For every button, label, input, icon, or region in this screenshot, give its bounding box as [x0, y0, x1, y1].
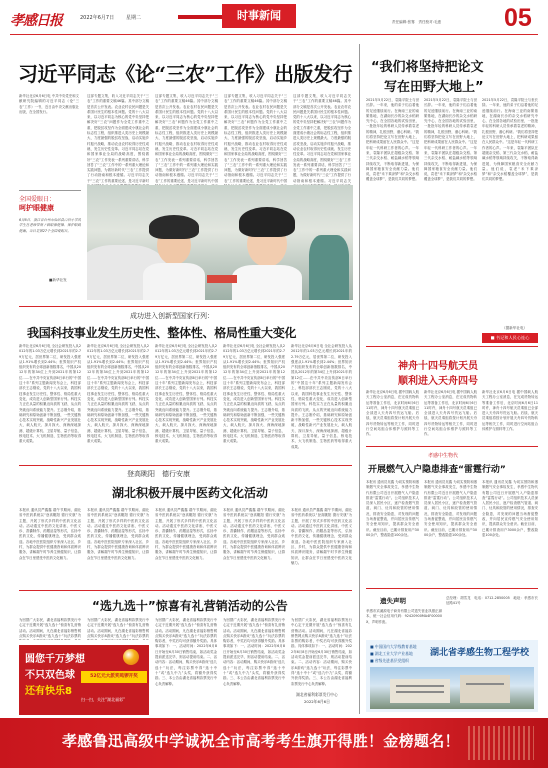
r3-top-rule	[366, 446, 538, 447]
a4-col4: 为回馈广大彩民，湖北省福利彩票发行中心定于近期开展“选九选十”惊喜有礼营销活动。活动期间，凡在湖北省福彩销售网点购买快乐8游戏“选九选十”玩法彩票的购彩者，中奖后均可获得额外奖励。具体事项如下：一、活动时间：2022年6月8日开始至6月30日销售结束，如活动奖金提前派送完毕，则活动提前结束。二、活动内容：活动期间，购买快乐8游戏“选九选十”玩法，每注彩票中得“选十中十”或“选九中九”头奖，将额外获得奖励。三、本公告由湖北省福利彩票发行中心负责解释。	[223, 618, 285, 686]
masthead-weekday: 星期二	[126, 15, 142, 21]
a2-col4: 新华社北京6月6日电 全社会研发投入从2012年的1.03万亿元增长到2021年的2.79万亿元，居世界第二位，研发投入强度从1.91%增长到2.44%；世界知识产权组织发布的全球创新指数排名，中国从2012年的第34位上升到2021年的第12位……在中共中央宣传部6日举行的“中国这十年”系列主题新闻发布会上，科技部部长王志刚说，党的十八大以来，我国科技事业发生历史性、整体性、格局性重大变化，成功进入创新型国家行列。科技实力正在从量的积累迈向质的飞跃、从点的突破迈向系统能力提升。王志刚介绍，基础研究和原始创新不断加强，一些关键核心技术实现突破，战略性新兴产业发展壮大，载人航天、探月探火、深海深地探测、超级计算机、卫星导航、量子信息、核电技术、大飞机制造、生物医药等取得重大成果。	[223, 344, 285, 444]
notice-top-rule	[366, 588, 538, 589]
r1-col2: 2021年5月22日，袁隆平院士与世长辞。一年来，他的弟子们沿着他的足迹继续前行。在海南三亚的南繁基地，在湖南长沙的杂交水稻研究中心，在全国各地的试验田里，一批批年轻的科研人员传承着袁老的精神，扎根田野，潜心科研。“我们将坚持把论文写在田野大地上，把科研成果留在人民群众中。”这是年轻一代科研工作者的心声。一年来，袁隆平团队在超级杂交稻、第三代杂交水稻、耐盐碱水稻等领域持续攻关，不断取得新进展，为保障国家粮食安全贡献力量。他们说，袁老“禾下乘凉梦”和“杂交水稻覆盖全球梦”，是我们共同的梦想。	[424, 98, 477, 182]
a3-col3: 本报讯 通讯员严鑫鑫 端午节期间，湖北省中医药系统以“登高眺阳 德行安康”为主题，开展了形式多样的中医药文化活动。活动通过中医药文化讲座、中医义诊、香囊制作、药膳品鉴等形式，弘扬中医药文化，传播健康理念，受到群众欢迎。各地中医医院组织专家深入社区、乡村，为群众提供中医健康咨询和体质辨识服务，讲解端午时节养生保健知识，让群众在节日里感受中医药文化魅力。	[155, 508, 217, 560]
headline-fields-line2: 写在田野大地上”	[384, 80, 484, 95]
r2-col1: 新华社北京6月6日电 据中国载人航天工程办公室消息，在完成货物转运等准备工作后，北京时间6月6日11时许，神舟十四号航天员乘组已全部进入天舟四号货运飞船。后续，航天员乘组将按计划开展天舟四号货物转运等相关工作，同时进行空间站组合体维护与照料等工作。	[366, 390, 419, 437]
notice-body: 孝感市宾溪源电子商务有限公司遗失营业执照正副本，统一社会信用代码：92420900MA4F00000X，声明作废。	[366, 609, 442, 624]
r2-col2: 新华社北京6月6日电 据中国载人航天工程办公室消息，在完成货物转运等准备工作后，北京时间6月6日11时许，神舟十四号航天员乘组已全部进入天舟四号货运飞船。后续，航天员乘组将按计划开展天舟四号货物转运等相关工作，同时进行空间站组合体维护与照料等工作。	[424, 390, 477, 437]
editors-credit: 责任编辑:张骞 责任校对:毛惠	[392, 20, 442, 24]
lottery-sig-date: 2022年6月6日	[304, 699, 330, 704]
photo-credit: ■新华社发	[49, 278, 67, 282]
a3-col5: 本报讯 通讯员严鑫鑫 端午节期间，湖北省中医药系统以“登高眺阳 德行安康”为主题，开展了形式多样的中医药文化活动。活动通过中医药文化讲座、中医义诊、香囊制作、药膳品鉴等形式，弘扬中医药文化，传播健康理念，受到群众欢迎。各地中医医院组织专家深入社区、乡村，为群众提供中医健康咨询和体质辨识服务，讲解端午时节养生保健知识，让群众在节日里感受中医药文化魅力。	[291, 508, 352, 565]
headline-shenzhou-line1: 神舟十四号航天员	[398, 361, 478, 372]
notice-contact: 总经理：胡雪龙 电话：0712-2850005 地址：孝感市长征路41号	[446, 596, 538, 606]
masthead-rule	[10, 34, 538, 35]
school-building-photo	[370, 667, 534, 709]
r2-col3: 新华社北京6月6日电 据中国载人航天工程办公室消息，在完成货物转运等准备工作后，北京时间6月6日11时许，神舟十四号航天员乘组已全部进入天舟四号货运飞船。后续，航天员乘组将按计划开展天舟四号货物转运等相关工作，同时进行空间站组合体维护与照料等工作。	[482, 390, 538, 432]
right-column-divider	[359, 44, 360, 714]
page-number: 05	[504, 4, 532, 32]
headline-lottery-notice: “选九选十”惊喜有礼营销活动的公告	[92, 599, 288, 613]
headline-shenzhou-line2: 顺利进入天舟四号	[398, 376, 478, 387]
masthead-date: 2022年6月7日	[80, 15, 115, 21]
headline-xi-sannong: 习近平同志《论“三农”工作》出版发行	[18, 62, 353, 86]
r1-banner-label: ■ 书记和人民心连心	[490, 335, 530, 340]
photo-caption: 6月6日，浙江省台州市仙居县白塔小学的学生在老师带领下做眼保健操，保护眼睛健康。当日是第27个全国爱眼日。	[19, 218, 81, 233]
masthead	[0, 0, 548, 44]
a2-col1: 新华社北京6月6日电 全社会研发投入从2012年的1.03万亿元增长到2021年的2.79万亿元，居世界第二位，研发投入强度从1.91%增长到2.44%；世界知识产权组织发布的全球创新指数排名，中国从2012年的第34位上升到2021年的第12位……在中共中央宣传部6日举行的“中国这十年”系列主题新闻发布会上，科技部部长王志刚说，党的十八大以来，我国科技事业发生历史性、整体性、格局性重大变化，成功进入创新型国家行列。科技实力正在从量的积累迈向质的飞跃、从点的突破迈向系统能力提升。王志刚介绍，基础研究和原始创新不断加强，一些关键核心技术实现突破，战略性新兴产业发展壮大，载人航天、探月探火、深海深地探测、超级计算机、卫星导航、量子信息、核电技术、大飞机制造、生物医药等取得重大成果。	[19, 344, 81, 444]
headline-gas-inspection: 开展燃气入户隐患排查“雷霆行动”	[368, 465, 506, 475]
school-ad-line-3: ■ 省级先进基层党组织	[370, 658, 409, 663]
a2-col2: 新华社北京6月6日电 全社会研发投入从2012年的1.03万亿元增长到2021年的2.79万亿元，居世界第二位，研发投入强度从1.91%增长到2.44%；世界知识产权组织发布的全球创新指数排名，中国从2012年的第34位上升到2021年的第12位……在中共中央宣传部6日举行的“中国这十年”系列主题新闻发布会上，科技部部长王志刚说，党的十八大以来，我国科技事业发生历史性、整体性、格局性重大变化，成功进入创新型国家行列。科技实力正在从量的积累迈向质的飞跃、从点的突破迈向系统能力提升。王志刚介绍，基础研究和原始创新不断加强，一些关键核心技术实现突破，战略性新兴产业发展壮大，载人航天、探月探火、深海深地探测、超级计算机、卫星导航、量子信息、核电技术、大飞机制造、生物医药等取得重大成果。	[87, 344, 149, 444]
r3-col2: 本报讯 通讯员吴鑫 为切实预防和遏制燃气安全事故发生，孝感中生物代有限公司近日开展燃气入户隐患排查“雷霆行动”。公司组织技术人员深入居民小区，逐户检查燃气管道、阀门、灶具和胶管的使用情况，排查安全隐患，对发现的问题当场督促整改，并向居民宣传燃气安全使用知识，提高群众安全意识。截至目前，已累计排查用户3000余户，整改隐患100余处。	[424, 480, 477, 537]
a2-kicker: 成功进入创新型国家行列：	[130, 312, 214, 320]
lottery-ad	[19, 645, 149, 715]
a1-body-col4: 这部专题文集，收入习近平同志关于“三农”工作的重要文稿46篇。其中部分文稿是首次公开发表。农业农村农民问题是关系国计民生的根本性问题。党的十八大以来，以习近平同志为核心的党中央坚持把解决好“三农”问题作为全党工作重中之重，把脱贫攻坚作为全面建成小康社会的标志性工程，组织推进人类历史上规模最大、力度最强的脱贫攻坚战，启动实施乡村振兴战略，推动农业农村取得历史性成就、发生历史性变革。习近平同志站在党和国家事业全局的战略高度，围绕做好“三农”工作发表一系列重要讲话，科学回答了“三农”工作中的一系列重大理论和实践问题，为做好新时代“三农”工作提供了行动指南和根本遵循。习近平同志关于“三农”工作的重要论述，是习近平新时代中国	[224, 94, 287, 183]
a4-col5: 为回馈广大彩民，湖北省福利彩票发行中心定于近期开展“选九选十”惊喜有礼营销活动。活动期间，凡在湖北省福彩销售网点购买快乐8游戏“选九选十”玩法彩票的购彩者，中奖后均可获得额外奖励。具体事项如下：一、活动时间：2022年6月8日开始至6月30日销售结束，如活动奖金提前派送完毕，则活动提前结束。二、活动内容：活动期间，购买快乐8游戏“选九选十”玩法，每注彩票中得“选十中十”或“选九中九”头奖，将额外获得奖励。三、本公告由湖北省福利彩票发行中心负责解释。	[291, 618, 352, 686]
r3-col3: 本报讯 通讯员吴鑫 为切实预防和遏制燃气安全事故发生，孝感中生物代有限公司近日开展燃气入户隐患排查“雷霆行动”。公司组织技术人员深入居民小区，逐户检查燃气管道、阀门、灶具和胶管的使用情况，排查安全隐患，对发现的问题当场督促整改，并向居民宣传燃气安全使用知识，提高群众安全意识。截至目前，已累计排查用户3000余户，整改隐患100余处。	[482, 480, 538, 537]
newspaper-logo: 孝感日报	[10, 13, 62, 29]
footer-decor-icon	[468, 726, 534, 760]
footer-banner	[0, 718, 548, 768]
lottery-ad-line1: 圆您千万梦想	[25, 654, 85, 665]
a1-lead: 新华社北京6月6日电 中共中央党史和文献研究院编辑的习近平同志《论“三农”工作》一书，近日由中央文献出版社出版，在全国发行。	[19, 94, 79, 114]
headline-fields-line1: “我们将坚持把论文	[371, 60, 484, 75]
a3-kicker: 登高眺阳 德行安康	[127, 470, 190, 478]
a3-col2: 本报讯 通讯员严鑫鑫 端午节期间，湖北省中医药系统以“登高眺阳 德行安康”为主题，开展了形式多样的中医药文化活动。活动通过中医药文化讲座、中医义诊、香囊制作、药膳品鉴等形式，弘扬中医药文化，传播健康理念，受到群众欢迎。各地中医医院组织专家深入社区、乡村，为群众提供中医健康咨询和体质辨识服务，讲解端午时节养生保健知识，让群众在节日里感受中医药文化魅力。	[87, 508, 149, 560]
a2-col3: 新华社北京6月6日电 全社会研发投入从2012年的1.03万亿元增长到2021年的2.79万亿元，居世界第二位，研发投入强度从1.91%增长到2.44%；世界知识产权组织发布的全球创新指数排名，中国从2012年的第34位上升到2021年的第12位……在中共中央宣传部6日举行的“中国这十年”系列主题新闻发布会上，科技部部长王志刚说，党的十八大以来，我国科技事业发生历史性、整体性、格局性重大变化，成功进入创新型国家行列。科技实力正在从量的积累迈向质的飞跃、从点的突破迈向系统能力提升。王志刚介绍，基础研究和原始创新不断加强，一些关键核心技术实现突破，战略性新兴产业发展壮大，载人航天、探月探火、深海深地探测、超级计算机、卫星导航、量子信息、核电技术、大飞机制造、生物医药等取得重大成果。	[155, 344, 217, 444]
a1-body-col3: 这部专题文集，收入习近平同志关于“三农”工作的重要文稿46篇。其中部分文稿是首次公开发表。农业农村农民问题是关系国计民生的根本性问题。党的十八大以来，以习近平同志为核心的党中央坚持把解决好“三农”问题作为全党工作重中之重，把脱贫攻坚作为全面建成小康社会的标志性工程，组织推进人类历史上规模最大、力度最强的脱贫攻坚战，启动实施乡村振兴战略，推动农业农村取得历史性成就、发生历史性变革。习近平同志站在党和国家事业全局的战略高度，围绕做好“三农”工作发表一系列重要讲话，科学回答了“三农”工作中的一系列重大理论和实践问题，为做好新时代“三农”工作提供了行动指南和根本遵循。习近平同志关于“三农”工作的重要论述，是习近平新时代中国	[155, 94, 218, 183]
a3-col1: 本报讯 通讯员严鑫鑫 端午节期间，湖北省中医药系统以“登高眺阳 德行安康”为主题，开展了形式多样的中医药文化活动。活动通过中医药文化讲座、中医义诊、香囊制作、药膳品鉴等形式，弘扬中医药文化，传播健康理念，受到群众欢迎。各地中医医院组织专家深入社区、乡村，为群众提供中医健康咨询和体质辨识服务，讲解端午时节养生保健知识，让群众在节日里感受中医药文化魅力。	[19, 508, 81, 560]
lottery-signature: 湖北省福利彩票发行中心	[296, 692, 338, 697]
lottery-ad-balls-icon	[123, 649, 139, 665]
r3-kicker: 孝感中生物代	[428, 453, 459, 459]
school-ad	[366, 640, 538, 712]
section-tab	[222, 4, 296, 28]
r3-col1: 本报讯 通讯员吴鑫 为切实预防和遏制燃气安全事故发生，孝感中生物代有限公司近日开展燃气入户隐患排查“雷霆行动”。公司组织技术人员深入居民小区，逐户检查燃气管道、阀门、灶具和胶管的使用情况，排查安全隐患，对发现的问题当场督促整改，并向居民宣传燃气安全使用知识，提高群众安全意识。截至目前，已累计排查用户3000余户，整改隐患100余处。	[366, 480, 419, 537]
photo-caption-box	[19, 190, 81, 300]
a4-col3: 为回馈广大彩民，湖北省福利彩票发行中心定于近期开展“选九选十”惊喜有礼营销活动。活动期间，凡在湖北省福彩销售网点购买快乐8游戏“选九选十”玩法彩票的购彩者，中奖后均可获得额外奖励。具体事项如下：一、活动时间：2022年6月8日开始至6月30日销售结束，如活动奖金提前派送完毕，则活动提前结束。二、活动内容：活动期间，购买快乐8游戏“选九选十”玩法，每注彩票中得“选十中十”或“选九中九”头奖，将额外获得奖励。三、本公告由湖北省福利彩票发行中心负责解释。	[155, 618, 217, 686]
photo-subtitle: 呵护眼健康	[19, 204, 54, 212]
r1-col3: 2021年5月22日，袁隆平院士与世长辞。一年来，他的弟子们沿着他的足迹继续前行。在海南三亚的南繁基地，在湖南长沙的杂交水稻研究中心，在全国各地的试验田里，一批批年轻的科研人员传承着袁老的精神，扎根田野，潜心科研。“我们将坚持把论文写在田野大地上，把科研成果留在人民群众中。”这是年轻一代科研工作者的心声。一年来，袁隆平团队在超级杂交稻、第三代杂交水稻、耐盐碱水稻等领域持续攻关，不断取得新进展，为保障国家粮食安全贡献力量。他们说，袁老“禾下乘凉梦”和“杂交水稻覆盖全球梦”，是我们共同的梦想。	[482, 98, 538, 182]
footer-banner-text: 孝感鲁迅高级中学诚祝全市高考考生旗开得胜！金榜题名！	[62, 732, 460, 750]
a2-top-rule	[19, 306, 352, 307]
lottery-ad-yellow-band	[81, 671, 147, 683]
a4-col1: 为回馈广大彩民，湖北省福利彩票发行中心定于近期开展“选九选十”惊喜有礼营销活动。活动期间，凡在湖北省福彩销售网点购买快乐8游戏“选九选十”玩法彩票的	[19, 618, 81, 638]
a1-body-col5: 这部专题文集，收入习近平同志关于“三农”工作的重要文稿46篇。其中部分文稿是首次公开发表。农业农村农民问题是关系国计民生的根本性问题。党的十八大以来，以习近平同志为核心的党中央坚持把解决好“三农”问题作为全党工作重中之重，把脱贫攻坚作为全面建成小康社会的标志性工程，组织推进人类历史上规模最大、力度最强的脱贫攻坚战，启动实施乡村振兴战略，推动农业农村取得历史性成就、发生历史性变革。习近平同志站在党和国家事业全局的战略高度，围绕做好“三农”工作发表一系列重要讲话，科学回答了“三农”工作中的一系列重大理论和实践问题，为做好新时代“三农”工作提供了行动指南和根本遵循。习近平同志关	[293, 94, 351, 183]
eye-exercise-photo	[87, 185, 353, 300]
headline-tcm-activities: 湖北积极开展中医药文化活动	[112, 486, 269, 500]
a4-top-rule	[19, 590, 352, 591]
lottery-ad-sub: 扫一扫，关注“湖北福彩”	[81, 697, 126, 702]
r1-col1: 2021年5月22日，袁隆平院士与世长辞。一年来，他的弟子们沿着他的足迹继续前行。在海南三亚的南繁基地，在湖南长沙的杂交水稻研究中心，在全国各地的试验田里，一批批年轻的科研人员传承着袁老的精神，扎根田野，潜心科研。“我们将坚持把论文写在田野大地上，把科研成果留在人民群众中。”这是年轻一代科研工作者的心声。一年来，袁隆平团队在超级杂交稻、第三代杂交水稻、耐盐碱水稻等领域持续攻关，不断取得新进展，为保障国家粮食安全贡献力量。他们说，袁老“禾下乘凉梦”和“杂交水稻覆盖全球梦”，是我们共同的梦想。	[366, 98, 419, 182]
a4-col2: 为回馈广大彩民，湖北省福利彩票发行中心定于近期开展“选九选十”惊喜有礼营销活动。活动期间，凡在湖北省福彩销售网点购买快乐8游戏“选九选十”玩法彩票的	[87, 618, 149, 638]
headline-tech-progress: 我国科技事业发生历史性、整体性、格局性重大变化	[27, 326, 297, 340]
a2-col5: 新华社北京6月6日电 全社会研发投入从2012年的1.03万亿元增长到2021年的2.79万亿元，居世界第二位，研发投入强度从1.91%增长到2.44%；世界知识产权组织发布的全球创新指数排名，中国从2012年的第34位上升到2021年的第12位……在中共中央宣传部6日举行的“中国这十年”系列主题新闻发布会上，科技部部长王志刚说，党的十八大以来，我国科技事业发生历史性、整体性、格局性重大变化，成功进入创新型国家行列。科技实力正在从量的积累迈向质的飞跃、从点的突破迈向系统能力提升。王志刚介绍，基础研究和原始创新不断加强，一些关键核心技术实现突破，战略性新兴产业发展壮大，载人航天、探月探火、深海深地探测、超级计算机、卫星导航、量子信息、核电技术、大飞机制造、生物医药等取得重大成果。	[291, 344, 352, 449]
r1-source: （据新华社电）	[502, 326, 528, 330]
lottery-ad-line3: 还有快乐8	[25, 686, 72, 697]
r2-top-rule	[366, 346, 538, 347]
a3-col4: 本报讯 通讯员严鑫鑫 端午节期间，湖北省中医药系统以“登高眺阳 德行安康”为主题，开展了形式多样的中医药文化活动。活动通过中医药文化讲座、中医义诊、香囊制作、药膳品鉴等形式，弘扬中医药文化，传播健康理念，受到群众欢迎。各地中医医院组织专家深入社区、乡村，为群众提供中医健康咨询和体质辨识服务，讲解端午时节养生保健知识，让群众在节日里感受中医药文化魅力。	[223, 508, 285, 560]
school-ad-line-2: ■ 湖北工业大学产业基地	[370, 651, 413, 656]
section-title: 时事新闻	[237, 9, 281, 22]
lottery-ad-line2: 不只双色球	[25, 670, 75, 681]
r1-banner	[482, 333, 538, 343]
a3-top-rule	[19, 465, 352, 466]
school-ad-title: 湖北省孝感生物工程学校	[430, 648, 530, 658]
notice-title: 遗失声明	[380, 597, 406, 605]
a1-body-col2: 这部专题文集，收入习近平同志关于“三农”工作的重要文稿46篇。其中部分文稿是首次公开发表。农业农村农民问题是关系国计民生的根本性问题。党的十八大以来，以习近平同志为核心的党中央坚持把解决好“三农”问题作为全党工作重中之重，把脱贫攻坚作为全面建成小康社会的标志性工程，组织推进人类历史上规模最大、力度最强的脱贫攻坚战，启动实施乡村振兴战略，推动农业农村取得历史性成就、发生历史性变革。习近平同志站在党和国家事业全局的战略高度，围绕做好“三农”工作发表一系列重要讲话，科学回答了“三农”工作中的一系列重大理论和实践问题，为做好新时代“三农”工作提供了行动指南和根本遵循。习近平同志关于“三农”工作的重要论述，是习近平新时	[87, 94, 149, 183]
lottery-ad-yellow: 52亿元大派奖鸣锣开奖	[90, 674, 138, 679]
photo-title: 全国爱眼日：	[19, 196, 56, 203]
school-ad-line-1: ■ 中国国内大学线教育基地	[370, 644, 417, 649]
